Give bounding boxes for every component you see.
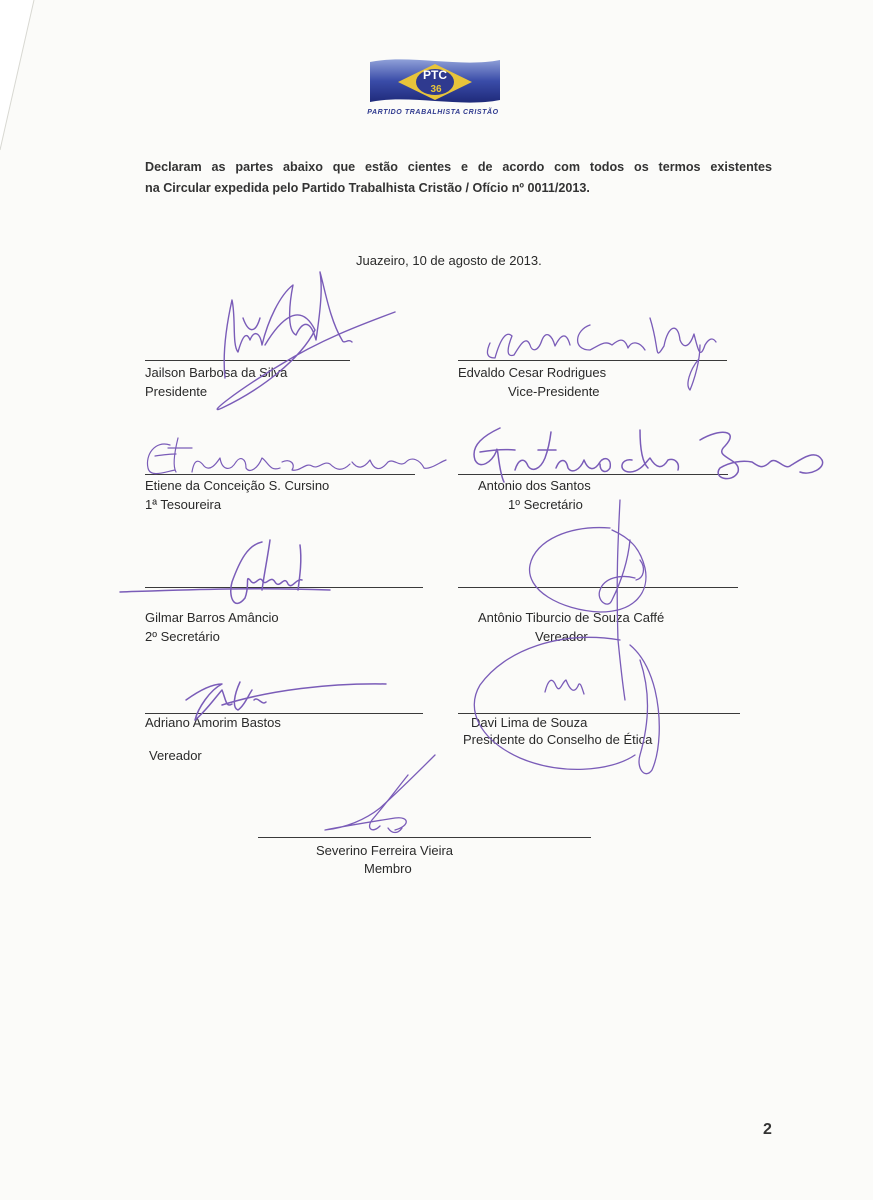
signature-line-gilmar: [145, 587, 423, 588]
signatory-name: Davi Lima de Souza: [471, 715, 588, 730]
signatory-role: 1º Secretário: [508, 497, 583, 512]
signatory-name: Severino Ferreira Vieira: [316, 843, 454, 858]
declaration-line-2: na Circular expedida pelo Partido Trabalhista Cristão / Ofício nº 0011/2013.: [145, 181, 590, 195]
logo-number: 36: [430, 84, 442, 95]
signature-severino: [325, 755, 435, 833]
signatory-name: Edvaldo Cesar Rodrigues: [458, 365, 607, 380]
signatory-role: Membro: [364, 861, 412, 876]
signature-antonio-tiburcio: [530, 500, 646, 700]
declaration-line-1: Declaram as partes abaixo que estão cientes e de acordo com todos os termos existentes: [145, 160, 772, 174]
signatory-role: Vereador: [149, 748, 202, 763]
signature-line-etiene: [145, 474, 415, 475]
logo-tagline: PARTIDO TRABALHISTA CRISTÃO: [367, 109, 499, 116]
signatory-role: 1ª Tesoureira: [145, 497, 222, 512]
signature-etiene: [147, 438, 446, 474]
page-number: 2: [763, 1121, 772, 1138]
signatory-name: Adriano Amorim Bastos: [145, 715, 281, 730]
signatory-name: Etiene da Conceição S. Cursino: [145, 478, 330, 493]
signature-line-antonio: [458, 474, 728, 475]
signature-line-jailson: [145, 360, 350, 361]
place-date: Juazeiro, 10 de agosto de 2013.: [356, 253, 542, 268]
page-fold-corner: [0, 0, 60, 160]
signatory-role: Presidente do Conselho de Ética: [463, 732, 653, 747]
signature-line-edvaldo: [458, 360, 727, 361]
signatory-name: Antonio dos Santos: [478, 478, 591, 493]
signature-jailson: [217, 272, 395, 410]
declaration-text: [145, 157, 772, 199]
logo-acronym: PTC: [423, 68, 447, 82]
signature-gilmar: [120, 540, 330, 603]
signatory-name: Gilmar Barros Amâncio: [145, 610, 279, 625]
signatory-role: Presidente: [145, 384, 208, 399]
signatory-role: Vice-Presidente: [508, 384, 600, 399]
signature-line-severino: [258, 837, 591, 838]
signatory-role: 2º Secretário: [145, 629, 220, 644]
signatory-name: Antônio Tiburcio de Souza Caffé: [478, 610, 665, 625]
signature-line-antonio-tiburcio: [458, 587, 738, 588]
signatory-role: Vereador: [535, 629, 588, 644]
signatory-name: Jailson Barbosa da Silva: [145, 365, 288, 380]
signature-davi: [474, 637, 659, 773]
